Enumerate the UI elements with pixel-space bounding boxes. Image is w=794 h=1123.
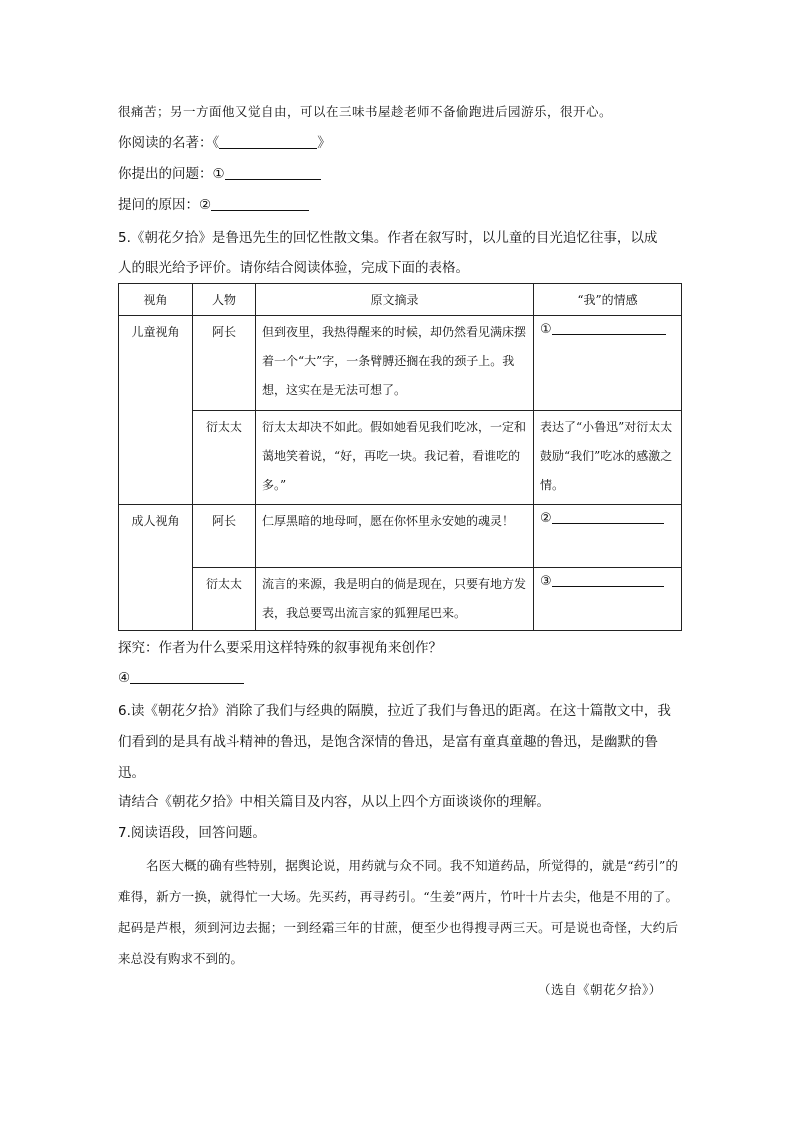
reason-blank[interactable] [211,196,309,211]
reason-line [118,195,309,215]
person-yan-adult: 衍太太 [205,577,242,591]
person-cell [193,411,256,505]
q7-title: 7.阅读语段，回答问题。 [118,825,266,841]
header-person: 人物 [193,284,256,316]
q6-prompt: 请结合《朝花夕拾》中相关篇目及内容，从以上四个方面谈谈你的理解。 [118,794,550,810]
table-row [119,568,682,631]
q5-line2: 人的眼光给予评价。请你结合阅读体验，完成下面的表格。 [118,260,469,276]
book-name-close: 》 [317,135,331,151]
header-feeling: “我”的情感 [534,284,682,316]
perspective-table [118,283,682,631]
answer-blank-3[interactable] [552,572,664,587]
feeling-cell [534,411,682,505]
person-cell [193,316,256,411]
answer-marker-3: ③ [540,574,552,589]
answer-marker-1: ① [540,322,552,337]
view-adult: 成人视角 [131,514,180,528]
explore-answer-line [118,668,244,688]
view-child: 儿童视角 [131,325,180,339]
book-name-label: 你阅读的名著：《 [118,135,220,151]
table-header-row [119,284,682,316]
table-row [119,411,682,505]
table-row [119,316,682,411]
header-excerpt: 原文摘录 [256,284,534,316]
answer-blank-2[interactable] [552,509,664,524]
excerpt-text: 衍太太却决不如此。假如她看见我们吃冰，一定和蔼地笑着说，“好，再吃一块。我记着，看谁吃的多。” [262,420,527,492]
explore-question: 探究：作者为什么要采用这样特殊的叙事视角来创作？ [118,640,442,656]
feeling-cell [534,568,682,631]
answer-blank-4[interactable] [130,669,244,684]
header-view: 视角 [119,284,193,316]
answer-blank-1[interactable] [552,320,666,335]
passage-source: （选自《朝花夕拾》） [538,982,662,997]
table-row [119,505,682,568]
q6-text: 6.读《朝花夕拾》消除了我们与经典的隔膜，拉近了我们与鲁迅的距离。在这十篇散文中，我们看到的是具有战斗精神的鲁迅，是饱含深情的鲁迅，是富有童真童趣的鲁迅，是幽默的鲁迅。 [118,703,671,781]
person-yan-child: 衍太太 [205,420,242,434]
answer-marker-4: ④ [118,670,131,686]
excerpt-text: 但到夜里，我热得醒来的时候，却仍然看见满床摆着一个“大”字，一条臂膊还搁在我的颈子上。我想，这实在是无法可想了。 [262,325,527,397]
feeling-answer-3 [534,568,681,596]
view-cell [119,316,193,505]
excerpt-cell [256,568,534,631]
person-cell [193,505,256,568]
excerpt-text: 仁厚黑暗的地母呵，愿在你怀里永安她的魂灵！ [262,514,515,528]
feeling-cell [534,316,682,411]
question-label: 你提出的问题：① [118,166,225,182]
excerpt-cell [256,505,534,568]
reason-label: 提问的原因：② [118,197,212,213]
excerpt-text: 流言的来源，我是明白的倘是现在，只要有地方发表，我总要骂出流言家的狐狸尾巴来。 [262,577,527,620]
feeling-text: 表达了“小鲁迅”对衍太太鼓励“我们”吃冰的感激之情。 [540,420,673,492]
question-blank[interactable] [225,165,321,180]
book-name-blank[interactable] [219,134,317,149]
excerpt-cell [256,316,534,411]
view-cell [119,505,193,631]
excerpt-cell [256,411,534,505]
book-name-line [118,133,331,153]
answer-marker-2: ② [540,511,552,526]
feeling-answer-2 [534,505,681,533]
feeling-answer-1 [534,316,681,344]
q5-line1: 5.《朝花夕拾》是鲁迅先生的回忆性散文集。作者在叙写时，以儿童的目光追忆往事，以成 [118,230,658,246]
question-line [118,164,321,184]
top-fragment: 很痛苦；另一方面他又觉自由，可以在三味书屋趁老师不备偷跑进后园游乐，很开心。 [118,104,613,119]
feeling-cell [534,505,682,568]
q7-passage: 名医大概的确有些特别，据舆论说，用药就与众不同。我不知道药品，所觉得的，就是“药引”的难得，新方一换，就得忙一大场。先买药，再寻药引。“生姜”两片，竹叶十片去尖，他是不用的了。起码是芦根，须到河边去掘；一到经霜三年的甘蔗，便至少也得搜寻两三天。可是说也奇怪，大约后来总没有购求不到的。 [118,858,678,966]
person-a-chang-child: 阿长 [211,325,236,339]
person-cell [193,568,256,631]
person-a-chang-adult: 阿长 [211,514,236,528]
